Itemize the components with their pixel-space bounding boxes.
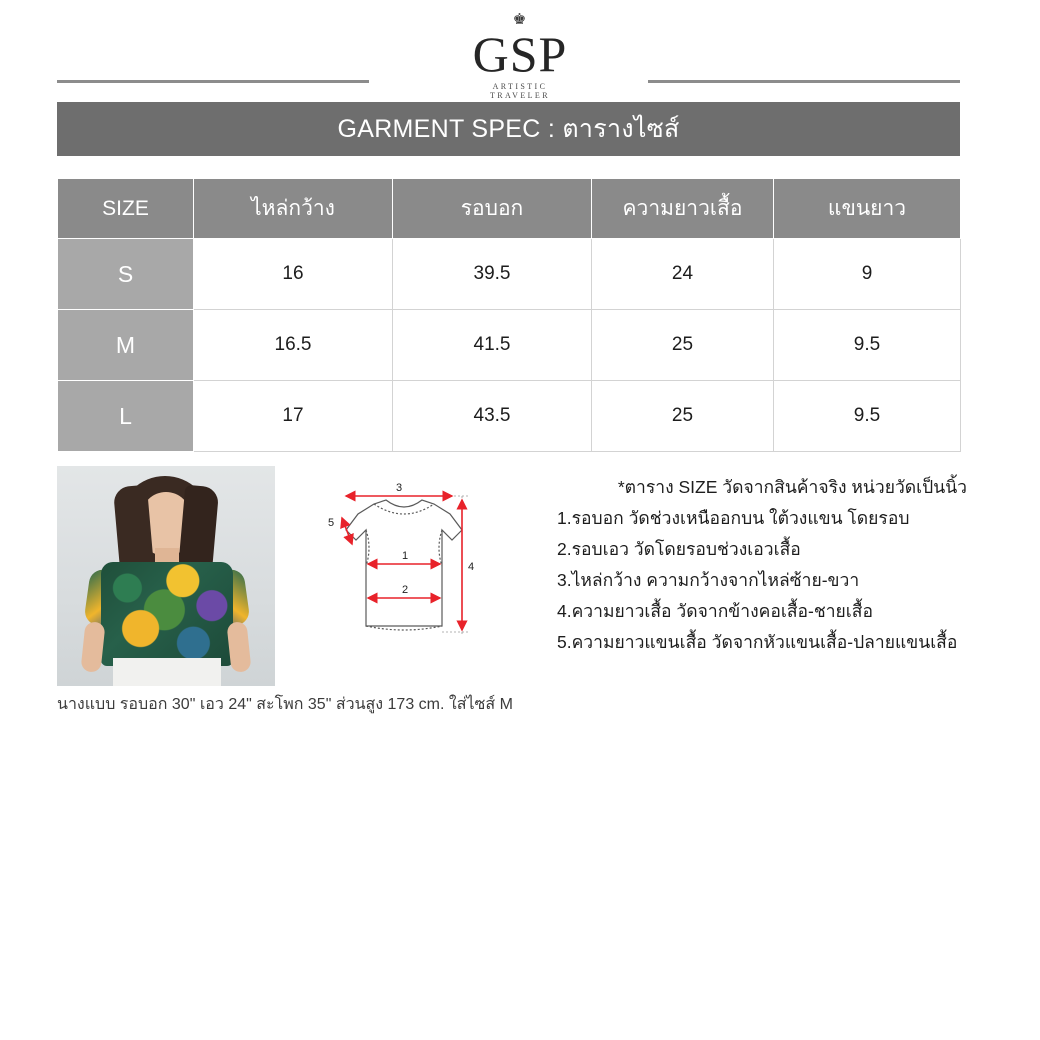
cell-m-sleeve: 9.5 bbox=[774, 310, 961, 381]
cell-l-shoulder: 17 bbox=[194, 381, 393, 452]
sketch-label-1: 1 bbox=[402, 550, 409, 562]
model-measurements-caption: นางแบบ รอบอก 30" เอว 24" สะโพก 35" ส่วนสูง 173 cm. ใส่ไซส์ M bbox=[57, 696, 513, 713]
table-row bbox=[58, 310, 961, 381]
note-item-4: 4.ความยาวเสื้อ วัดจากข้างคอเสื้อ-ชายเสื้อ bbox=[557, 601, 873, 621]
brand-tagline: ARTISTIC TRAVELER bbox=[490, 82, 550, 100]
cell-m-chest: 41.5 bbox=[393, 310, 592, 381]
table-row bbox=[58, 239, 961, 310]
brand-letters: GSP bbox=[472, 26, 568, 82]
sketch-label-5: 5 bbox=[328, 517, 335, 529]
table-header-row bbox=[58, 179, 961, 239]
model-pants bbox=[113, 658, 221, 686]
measure-line-5 bbox=[342, 518, 352, 544]
sketch-svg bbox=[312, 474, 512, 664]
cell-s-chest: 39.5 bbox=[393, 239, 592, 310]
column-header-size: SIZE bbox=[58, 179, 194, 239]
garment-technical-sketch bbox=[312, 474, 512, 664]
cell-size-m: M bbox=[58, 310, 194, 381]
cell-size-s: S bbox=[58, 239, 194, 310]
sketch-label-4: 4 bbox=[468, 561, 475, 573]
measurement-notes bbox=[557, 472, 967, 658]
note-item-3: 3.ไหล่กว้าง ความกว้างจากไหล่ซ้าย-ขวา bbox=[557, 570, 860, 590]
page-title: GARMENT SPEC : ตารางไซส์ bbox=[57, 102, 960, 156]
cell-l-length: 25 bbox=[592, 381, 774, 452]
note-item-5: 5.ความยาวแขนเสื้อ วัดจากหัวแขนเสื้อ-ปลายแขนเสื้อ bbox=[557, 632, 958, 652]
cell-l-chest: 43.5 bbox=[393, 381, 592, 452]
cell-m-shoulder: 16.5 bbox=[194, 310, 393, 381]
brand-header bbox=[0, 8, 1040, 100]
cell-m-length: 25 bbox=[592, 310, 774, 381]
crown-icon: ♚ bbox=[512, 11, 528, 28]
header-rule-left bbox=[57, 80, 369, 83]
column-header-shoulder: ไหล่กว้าง bbox=[194, 179, 393, 239]
sketch-label-2: 2 bbox=[402, 584, 409, 596]
sketch-label-3: 3 bbox=[396, 482, 403, 494]
notes-title: *ตาราง SIZE วัดจากสินค้าจริง หน่วยวัดเป็นนิ้ว bbox=[617, 477, 967, 497]
note-item-1: 1.รอบอก วัดช่วงเหนืออกบน ใต้วงแขน โดยรอบ bbox=[557, 508, 910, 528]
cell-s-shoulder: 16 bbox=[194, 239, 393, 310]
garment-spec-table bbox=[57, 178, 961, 452]
column-header-chest: รอบอก bbox=[393, 179, 592, 239]
lower-section bbox=[57, 466, 967, 716]
cell-s-length: 24 bbox=[592, 239, 774, 310]
column-header-sleeve: แขนยาว bbox=[774, 179, 961, 239]
column-header-length: ความยาวเสื้อ bbox=[592, 179, 774, 239]
shirt-outline bbox=[346, 500, 462, 630]
table-row bbox=[58, 381, 961, 452]
cell-l-sleeve: 9.5 bbox=[774, 381, 961, 452]
cell-s-sleeve: 9 bbox=[774, 239, 961, 310]
note-item-2: 2.รอบเอว วัดโดยรอบช่วงเอวเสื้อ bbox=[557, 539, 801, 559]
cell-size-l: L bbox=[58, 381, 194, 452]
header-rule-right bbox=[648, 80, 960, 83]
brand-logo bbox=[470, 12, 570, 100]
garment-body bbox=[101, 562, 233, 666]
model-photo bbox=[57, 466, 275, 686]
